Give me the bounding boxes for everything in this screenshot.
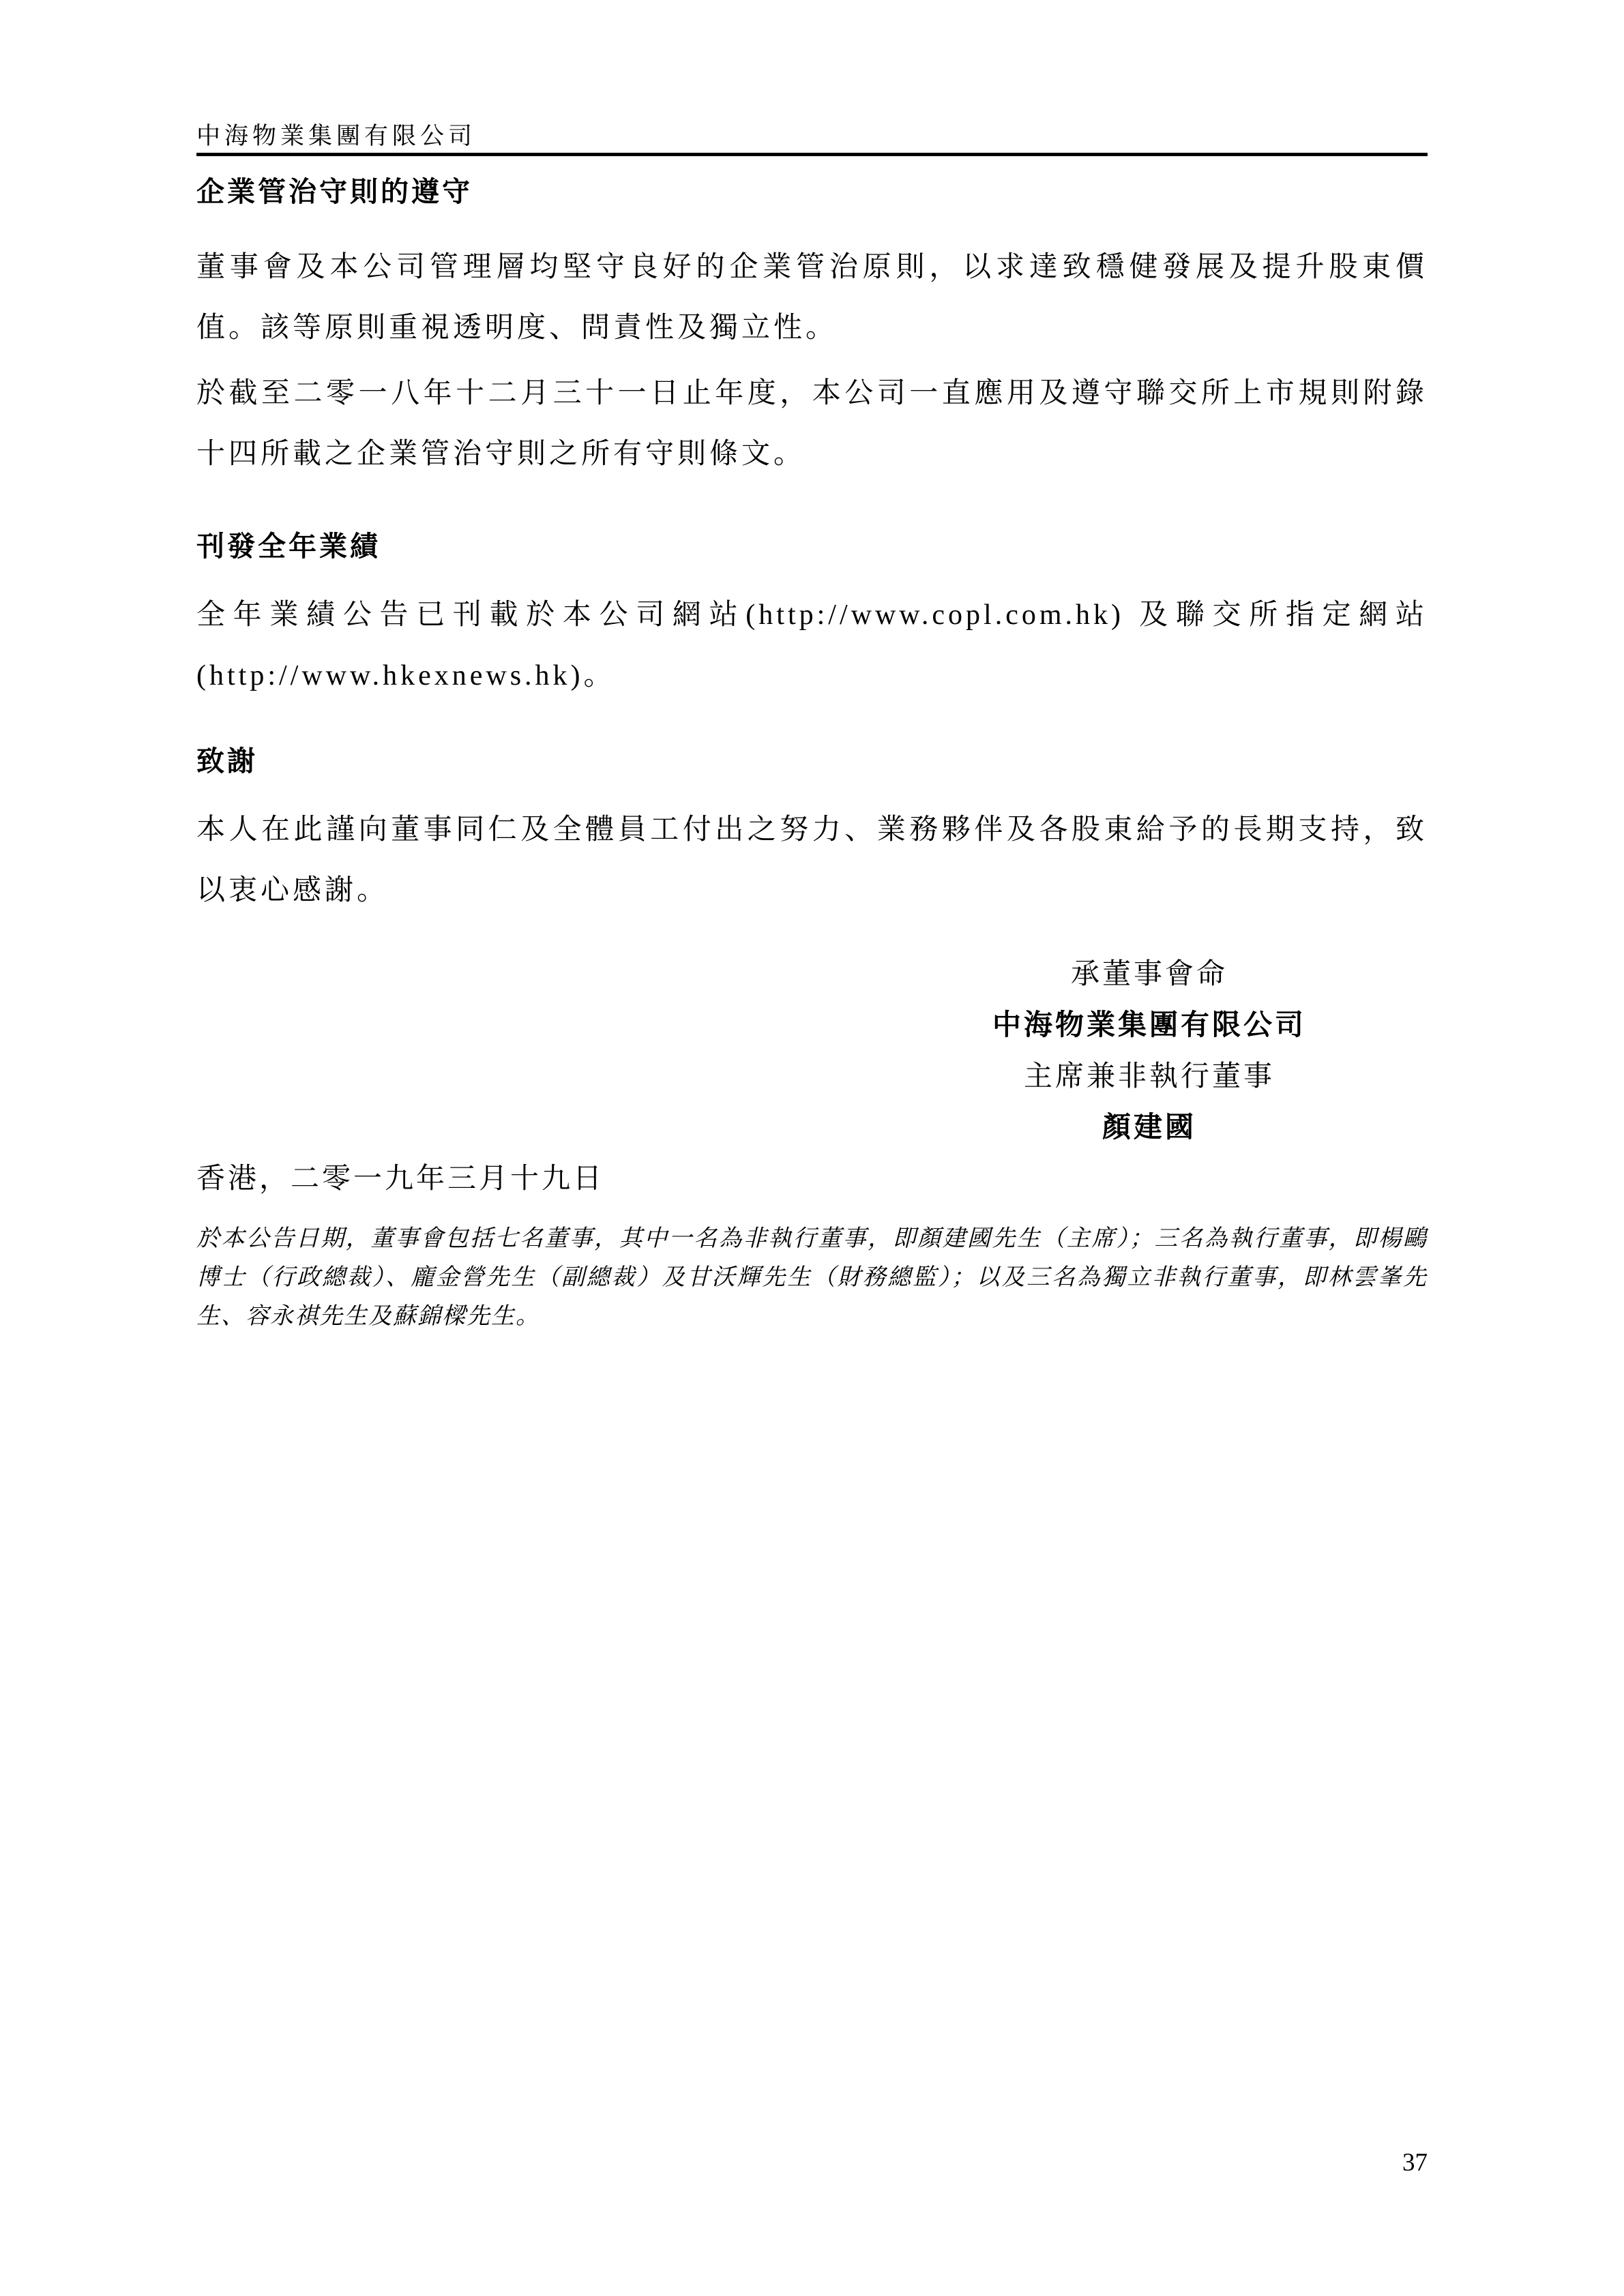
paragraph-results-publication: 全年業績公告已刊載於本公司網站(http://www.copl.com.hk) 及聯交所指定網站(http://www.hkexnews.hk)。: [196, 599, 1428, 691]
signature-role: 主席兼非執行董事: [1023, 1061, 1275, 1092]
running-header-company-name: 中海物業集團有限公司: [196, 123, 477, 149]
signature-name: 顏建國: [1102, 1112, 1196, 1144]
section-title-results-publication: 刊發全年業績: [196, 531, 381, 562]
page-number: 37: [1402, 2149, 1428, 2177]
signature-by-order-of-board: 承董事會命: [1070, 959, 1228, 990]
paragraph-appreciation: 本人在此謹向董事同仁及全體員工付出之努力、業務夥伴及各股東給予的長期支持，致以衷心感謝。: [196, 814, 1428, 906]
signature-company-name: 中海物業集團有限公司: [992, 1010, 1306, 1041]
dateline: 香港，二零一九年三月十九日: [196, 1163, 605, 1195]
section-title-appreciation: 致謝: [196, 745, 258, 777]
paragraph-governance-principles: 董事會及本公司管理層均堅守良好的企業管治原則，以求達致穩健發展及提升股東價值。該等原則重視透明度、問責性及獨立性。: [196, 252, 1428, 344]
section-title-corporate-governance: 企業管治守則的遵守: [196, 176, 473, 207]
directors-footnote: 於本公告日期，董事會包括七名董事，其中一名為非執行董事，即顏建國先生（主席）；三名為執行董事，即楊鷗博士（行政總裁）、龐金營先生（副總裁）及甘沃輝先生（財務總監）；以及三名為獨立非執行董事，即林雲峯先生、容永祺先生及蘇錦樑先生。: [196, 1226, 1428, 1329]
paragraph-governance-compliance: 於截至二零一八年十二月三十一日止年度，本公司一直應用及遵守聯交所上市規則附錄十四所載之企業管治守則之所有守則條文。: [196, 378, 1428, 470]
header-rule: [196, 153, 1428, 156]
signature-block: [945, 949, 1354, 1154]
